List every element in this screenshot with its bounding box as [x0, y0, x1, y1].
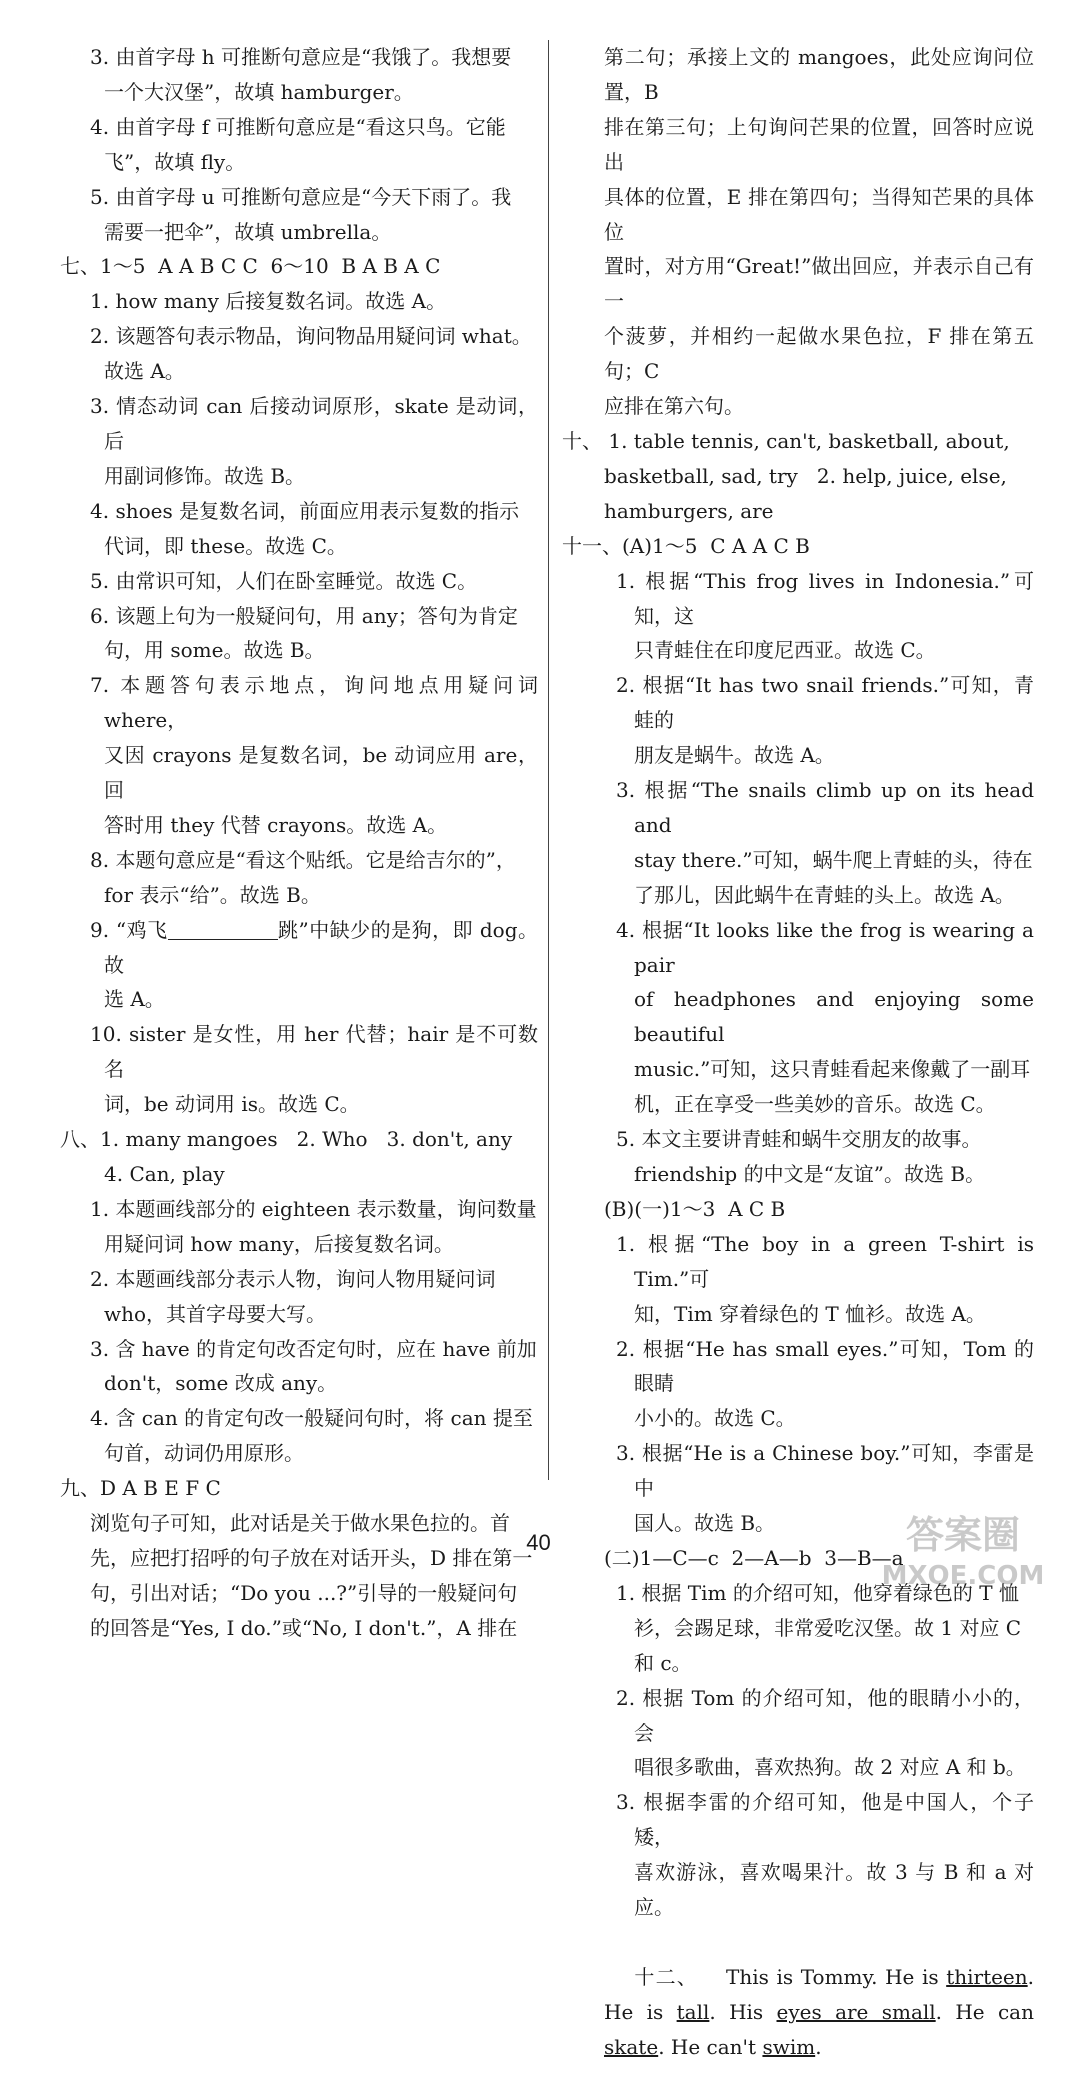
line-text: 9. “鸡飞 [90, 917, 168, 942]
left-line: 选 A。 [104, 987, 165, 1012]
left-line: 1. 本题画线部分的 eighteen 表示数量，询问数量 [90, 1196, 537, 1221]
left-line: 先，应把打招呼的句子放在对话开头，D 排在第一 [90, 1545, 533, 1570]
fill-blank [168, 919, 278, 940]
section-12-label: 十二、 [634, 1964, 699, 1989]
right-line: basketball, sad, try 2. help, juice, else, [604, 463, 1007, 488]
section-12-passage [562, 1925, 1041, 2099]
left-line: 2. 该题答句表示物品，询问物品用疑问词 what。 [90, 324, 532, 349]
left-line: 句，用 some。故选 B。 [104, 638, 325, 663]
right-column [562, 40, 1041, 2099]
right-line: 置时，对方用“Great!”做出回应，并表示自己有一 [604, 254, 1034, 314]
left-line: 4. 由首字母 f 可推断句意应是“看这只鸟。它能 [90, 114, 506, 139]
right-line: 4. 根据“It looks like the frog is wearing a pair [616, 917, 1041, 977]
right-line: 1. 根据“The boy in a green T-shirt is Tim.”可 [616, 1231, 1041, 1291]
left-line: 6. 该题上句为一般疑问句，用 any；答句为肯定 [90, 603, 518, 628]
left-line: 4. 含 can 的肯定句改一般疑问句时，将 can 提至 [90, 1406, 533, 1431]
left-line: 3. 含 have 的肯定句改否定句时，应在 have 前加 [90, 1336, 537, 1361]
left-line: 需要一把伞”，故填 umbrella。 [104, 219, 392, 244]
left-line: 用疑问词 how many，后接复数名词。 [104, 1231, 454, 1256]
right-line: music.”可知，这只青蛙看起来像戴了一副耳 [634, 1057, 1031, 1082]
right-line: 2. 根据“It has two snail friends.”可知，青蛙的 [616, 673, 1034, 733]
left-line: 1. how many 后接复数名词。故选 A。 [90, 289, 447, 314]
watermark-logo [863, 1504, 1063, 1592]
left-line: 3. 由首字母 h 可推断句意应是“我饿了。我想要 [90, 45, 512, 69]
line-text: 跳”中缺少的是狗，即 dog。故 [104, 917, 538, 977]
left-line: 故选 A。 [104, 359, 185, 384]
passage-text: . He is [604, 1964, 1041, 2024]
left-line: don't，some 改成 any。 [104, 1371, 338, 1396]
right-line: 5. 本文主要讲青蛙和蜗牛交朋友的故事。 [616, 1127, 982, 1152]
right-lines [562, 40, 1041, 1925]
right-line: 知，Tim 穿着绿色的 T 恤衫。故选 A。 [634, 1301, 986, 1326]
left-line: 10. sister 是女性，用 her 代替；hair 是不可数名 [90, 1022, 538, 1082]
right-line: 3. 根据李雷的介绍可知，他是中国人，个子矮， [616, 1790, 1034, 1850]
right-line: 喜欢游泳，喜欢喝果汁。故 3 与 B 和 a 对应。 [634, 1860, 1034, 1920]
left-line [60, 913, 538, 983]
right-line: hamburgers, are [604, 498, 774, 523]
right-line: 1. 根据 Tim 的介绍可知，他穿着绿色的 T 恤 [616, 1580, 1019, 1605]
right-line: (B)(一)1～3 A C B [604, 1196, 786, 1221]
left-line: 4. shoes 是复数名词，前面应用表示复数的指示 [90, 498, 520, 523]
left-line: 3. 情态动词 can 后接动词原形，skate 是动词，后 [90, 394, 538, 453]
column-divider [548, 40, 549, 1480]
left-line: 的回答是“Yes, I do.”或“No, I don't.”，A 排在 [90, 1615, 518, 1640]
right-line: 3. 根据“The snails climb up on its head and [616, 778, 1041, 837]
left-line: 一个大汉堡”，故填 hamburger。 [104, 79, 414, 104]
left-line: 又因 crayons 是复数名词，be 动词应用 are，回 [104, 743, 538, 803]
watermark-bottom: MXQE.COM [881, 1561, 1045, 1591]
underlined-answer: swim [762, 2034, 816, 2059]
right-line: 2. 根据“He has small eyes.”可知，Tom 的眼睛 [616, 1336, 1034, 1396]
left-line: 8. 本题句意应是“看这个贴纸。它是给吉尔的”， [90, 847, 516, 872]
right-line: 排在第三句；上句询问芒果的位置，回答时应说出 [604, 114, 1034, 174]
left-line: 七、1～5 A A B C C 6～10 B A B A C [60, 254, 441, 279]
underlined-answer: tall [676, 1999, 710, 2024]
left-line: 用副词修饰。故选 B。 [104, 463, 306, 488]
left-line: 5. 由常识可知，人们在卧室睡觉。故选 C。 [90, 568, 478, 593]
passage-text: . He can't [658, 2034, 763, 2059]
right-line: 和 c。 [634, 1650, 692, 1675]
right-line: 2. 根据 Tom 的介绍可知，他的眼睛小小的，会 [616, 1685, 1034, 1745]
left-line: 5. 由首字母 u 可推断句意应是“今天下雨了。我 [90, 184, 512, 209]
underlined-answer: skate [604, 2034, 659, 2059]
right-line: 朋友是蜗牛。故选 A。 [634, 743, 835, 768]
left-line: 2. 本题画线部分表示人物，询问人物用疑问词 [90, 1266, 496, 1291]
left-line: 4. Can, play [104, 1162, 225, 1186]
left-line: 浏览句子可知，此对话是关于做水果色拉的。首 [90, 1511, 510, 1536]
right-line: (二)1—C—c 2—A—b 3—B—a [604, 1545, 904, 1570]
page-number: 40 [526, 1530, 551, 1555]
right-line: 1. 根据“This frog lives in Indonesia.”可知，这 [616, 568, 1034, 628]
right-line: 个菠萝，并相约一起做水果色拉，F 排在第五句；C [604, 324, 1034, 384]
left-line: who，其首字母要大写。 [104, 1301, 327, 1326]
right-line: stay there.”可知，蜗牛爬上青蛙的头，待在 [634, 847, 1033, 872]
left-line: 代词，即 these。故选 C。 [104, 533, 347, 558]
left-line: 词，be 动词用 is。故选 C。 [104, 1092, 360, 1117]
left-line: for 表示“给”。故选 B。 [104, 882, 321, 907]
left-line: 7. 本题答句表示地点，询问地点用疑问词 where， [90, 673, 545, 733]
right-line: 衫，会踢足球，非常爱吃汉堡。故 1 对应 C [634, 1615, 1022, 1640]
right-line: 3. 根据“He is a Chinese boy.”可知，李雷是中 [616, 1441, 1034, 1501]
left-line: 答时用 they 代替 crayons。故选 A。 [104, 812, 448, 837]
right-line: 了那儿，因此蜗牛在青蛙的头上。故选 A。 [634, 882, 1015, 907]
left-line: 八、1. many mangoes 2. Who 3. don't, any [60, 1127, 513, 1152]
right-line: 十、 1. table tennis, can't, basketball, about, [562, 428, 1010, 453]
right-line: 十一、(A)1～5 C A A C B [562, 533, 810, 558]
underlined-answer: eyes are small [776, 1999, 936, 2024]
passage-text: . He can [935, 1999, 1041, 2024]
right-line: 应排在第六句。 [604, 394, 744, 419]
right-line: 小小的。故选 C。 [634, 1406, 796, 1431]
left-line: 句首，动词仍用原形。 [104, 1441, 304, 1466]
watermark-top: 答案圈 [905, 1513, 1021, 1557]
passage-text: . [815, 2034, 822, 2059]
passage-text: . His [709, 1999, 777, 2024]
passage-text: This is Tommy. He is [726, 1964, 947, 1989]
left-line: 句，引出对话；“Do you ...?”引导的一般疑问句 [90, 1580, 518, 1605]
left-line: 九、D A B E F C [60, 1476, 221, 1501]
underlined-answer: thirteen [946, 1964, 1028, 1989]
right-line: 第二句；承接上文的 mangoes，此处应询问位置，B [604, 45, 1034, 104]
right-line: 国人。故选 B。 [634, 1511, 776, 1536]
right-line: of headphones and enjoying some beautiful [634, 987, 1041, 1047]
right-line: 只青蛙住在印度尼西亚。故选 C。 [634, 638, 936, 663]
right-line: 具体的位置，E 排在第四句；当得知芒果的具体位 [604, 184, 1034, 244]
right-line: 唱很多歌曲，喜欢热狗。故 2 对应 A 和 b。 [634, 1755, 1026, 1780]
right-line: friendship 的中文是“友谊”。故选 B。 [634, 1162, 986, 1186]
right-line: 机，正在享受一些美妙的音乐。故选 C。 [634, 1092, 996, 1117]
left-line: 飞”，故填 fly。 [104, 149, 246, 174]
